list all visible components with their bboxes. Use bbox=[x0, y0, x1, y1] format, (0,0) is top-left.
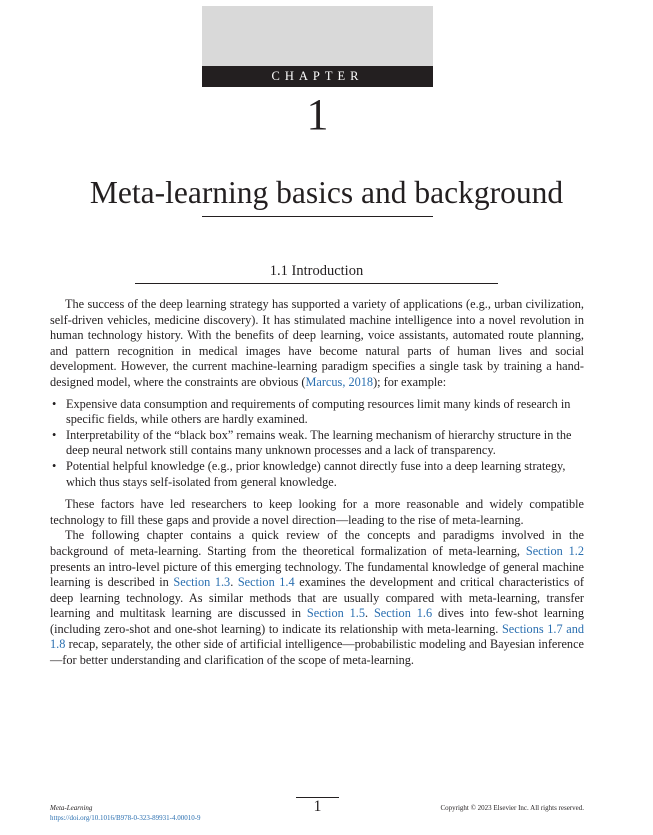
bullet-icon: • bbox=[52, 396, 57, 411]
factors-paragraph: These factors have led researchers to keep looking for a more reasonable and widely compatible technology to fill these gaps and provide a novel direction—leading to the rise of meta-learning. bbox=[50, 497, 584, 527]
list-item bbox=[50, 397, 584, 428]
overview-text: . bbox=[365, 606, 374, 621]
overview-text: . bbox=[230, 575, 238, 590]
citation-link[interactable]: Marcus, 2018 bbox=[305, 374, 374, 389]
list-item bbox=[50, 459, 584, 490]
overview-text: dives into few-shot learning (including zero-shot and one-shot learning) to indicate its relationship with meta-learning. bbox=[50, 606, 584, 636]
overview-text: examines the development and critical characteristics of deep learning technology. As similar methods that are usually compared with meta-learning, transfer learning and multitask learning are discussed in bbox=[50, 575, 584, 621]
bullet-icon: • bbox=[52, 427, 57, 442]
overview-paragraph bbox=[50, 528, 584, 668]
footer-left bbox=[50, 803, 201, 823]
section-rule bbox=[135, 283, 498, 284]
overview-text: recap, separately, the other side of artificial intelligence—probabilistic modeling and Bayesian inference—for better understanding and clarification of the scope of meta-learning. bbox=[50, 637, 584, 668]
page-number: 1 bbox=[313, 798, 322, 815]
list-item bbox=[50, 428, 584, 459]
chapter-label: CHAPTER bbox=[202, 66, 433, 87]
list-item-text: Expensive data consumption and requirements of computing resources limit many kinds of research in specific fields, while others are hardly examined. bbox=[66, 396, 571, 427]
overview-text: presents an intro-level picture of this emerging technology. The fundamental knowledge of general machine learning is described in bbox=[50, 559, 584, 590]
section-link[interactable]: Section 1.2 bbox=[525, 543, 584, 558]
section-link[interactable]: Section 1.3 bbox=[173, 575, 231, 590]
body-text bbox=[50, 297, 584, 669]
section-link[interactable]: Section 1.5 bbox=[306, 606, 366, 621]
title-rule bbox=[202, 216, 433, 217]
list-item-text: Potential helpful knowledge (e.g., prior knowledge) cannot directly fuse into a deep learning strategy, which thus stays self-isolated from general knowledge. bbox=[66, 458, 566, 489]
overview-text: The following chapter contains a quick review of the concepts and paradigms involved in the background of meta-learning. Starting from the theoretical formalization of meta-learning, bbox=[50, 528, 584, 558]
chapter-title: Meta-learning basics and background bbox=[89, 175, 564, 210]
section-link[interactable]: Section 1.6 bbox=[373, 606, 433, 621]
journal-name: Meta-Learning bbox=[50, 804, 93, 812]
intro-text: The success of the deep learning strategy has supported a variety of applications (e.g., urban civilization, self-driven vehicles, medicine discovery). It has stimulated machine intelligence into a novel revolution in human technology history. With the benefits of deep learning, voice assistants, automated route planning, and pattern recognition in medical images have become natural parts of human lives and social development. However, the current machine-learning paradigm specifies a single task by training a hand-designed model, where the constraints are obvious ( bbox=[50, 297, 584, 389]
chapter-header-box bbox=[202, 6, 433, 66]
constraints-list bbox=[50, 397, 584, 491]
section-link[interactable]: Sections 1.7 and 1.8 bbox=[50, 621, 584, 652]
intro-text-end: ); for example: bbox=[373, 374, 447, 389]
section-heading: 1.1 Introduction bbox=[269, 263, 364, 279]
bullet-icon: • bbox=[52, 458, 57, 473]
chapter-number: 1 bbox=[306, 90, 329, 139]
section-link[interactable]: Section 1.4 bbox=[237, 575, 295, 590]
intro-paragraph bbox=[50, 297, 584, 391]
doi-link[interactable]: https://doi.org/10.1016/B978-0-323-89931-4.00010-9 bbox=[50, 814, 201, 822]
list-item-text: Interpretability of the “black box” remains weak. The learning mechanism of hierarchy structure in the deep neural network still contains many unknown processes and a lack of transparency. bbox=[66, 427, 572, 458]
copyright-notice: Copyright © 2023 Elsevier Inc. All rights reserved. bbox=[440, 804, 584, 812]
